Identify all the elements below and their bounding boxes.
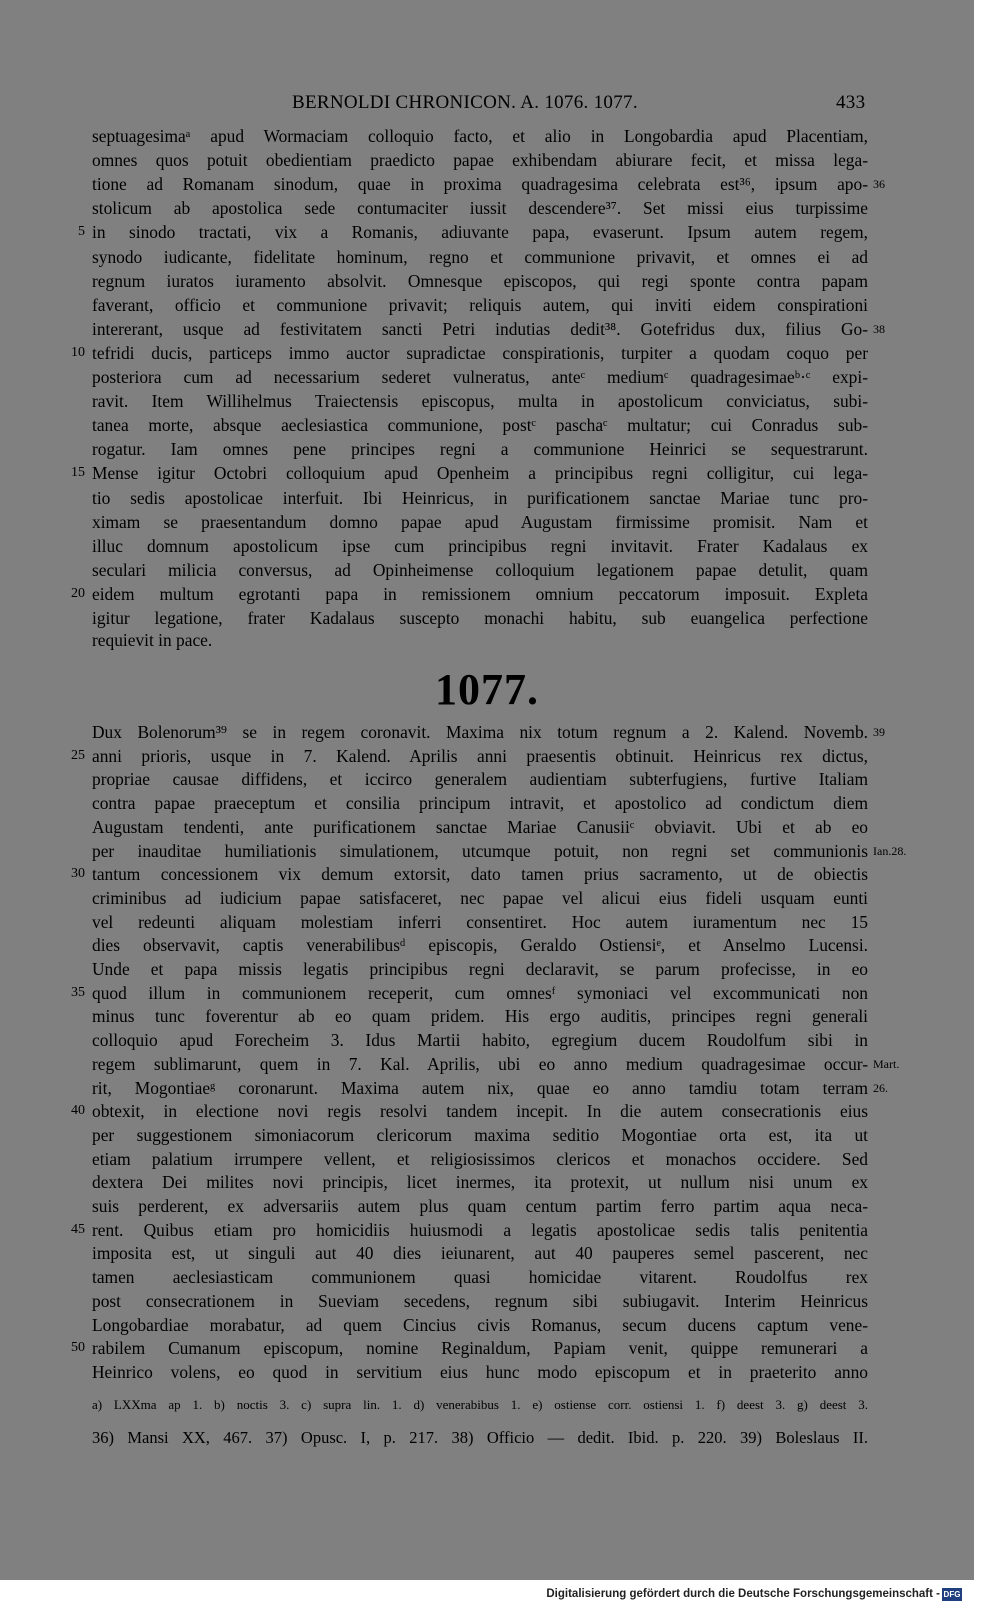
text-line: dies observavit, captis venerabilibusᵈ episcopis, Geraldo Ostiensiᵉ, et Anselmo Lucensi. [92,935,868,956]
text-line: septuagesimaᵃ apud Wormaciam colloquio facto, et alio in Longobardia apud Placentiam, [92,126,868,146]
text-line: regem sublimarunt, quem in 7. Kal. Aprilis, ubi eo anno medium quadragesimae occur- [92,1053,868,1074]
text-line: obtexit, in electione novi regis resolvi tandem incepit. In die autem consecrationis eius [92,1101,868,1122]
text-line: tantum concessionem vix demum extorsit, dato tamen prius sacramento, ut de obiectis [92,864,868,885]
line-number: 30 [71,866,85,882]
text-line: quod illum in communionem receperit, cum omnesᶠ symoniaci vel excommunicati non [92,982,868,1003]
text-line: Unde et papa missis legatis principibus regni declaravit, se parum profecisse, in eo [92,959,868,979]
footer-bar [0,1580,1000,1610]
critical-apparatus: a) LXXma ap 1. b) noctis 3. c) supra lin. 1. d) venerabibus 1. e) ostiense corr. ostiensi 1. f) deest 3. g) deest 3. [92,1397,868,1412]
text-line: tamen aeclesiasticam communionem quasi homicidae vitarent. Roudolfus rex [92,1267,868,1288]
text-line: etiam palatium irrumpere vellent, et religiosissimos clericos et monachos occidere. Sed [92,1148,868,1169]
text-line: intererant, usque ad festivitatem sancti Petri indutias dedit³⁸. Gotefridus dux, filius Go- [92,318,868,339]
text-line: post consecrationem in Sueviam secedens, regnum sibi subiugavit. Interim Heinricus [92,1290,868,1311]
line-number: 40 [71,1103,85,1119]
line-number: 10 [71,344,85,360]
text-line: eidem multum egrotanti papa in remissionem omnium peccatorum imposuit. Expleta [92,583,868,604]
text-line: rogatur. Iam omnes pene principes regni a communione Heinrici se sequestrarunt. [92,439,868,460]
text-line: ravit. Item Willihelmus Traiectensis episcopus, multa in apostolicum conviciatus, subi- [92,391,868,412]
margin-note: 36 [873,177,885,192]
margin-note: 39 [873,725,885,739]
running-title: BERNOLDI CHRONICON. A. 1076. 1077. [292,92,638,113]
text-line: per inauditae humiliationis simulationem, utcumque potuit, non regni set communionis [92,840,868,861]
text-line: seculari milicia conversus, ad Opinheimense colloquium legationem papae detulit, quam [92,559,868,580]
dfg-logo-icon: DFG [943,1590,961,1599]
text-line: propriae causae diffidens, et iccirco generalem audientiam subterfugiens, furtive Italiam [92,769,868,790]
line-number: 45 [71,1221,85,1237]
text-line: criminibus ad iudicium papae satisfaceret, nec papae vel alicui eius fideli usquam eunti [92,887,868,908]
year-heading: 1077. [435,665,539,714]
text-line: illuc domnum apostolicum ipse cum principibus regni invitavit. Frater Kadalaus ex [92,535,868,556]
line-number: 15 [71,465,85,481]
text-line: stolicum ab apostolica sede contumaciter iussit descendere³⁷. Set missi eius turpissime [92,198,868,219]
text-line: tio sedis apostolicae interfuit. Ibi Heinricus, in purificationem sanctae Mariae tunc pro- [92,487,868,508]
line-number: 50 [71,1340,85,1356]
text-line: Dux Bolenorum³⁹ se in regem coronavit. Maxima nix totum regnum a 2. Kalend. Novemb. [92,722,868,742]
text-line: synodo iudicante, fidelitate hominum, regno et communione privavit, et omnes ei ad [92,246,868,267]
text-line: tione ad Romanam sinodum, quae in proxima quadragesima celebrata est³⁶, ipsum apo- [92,174,868,195]
text-line: regnum iuratos iuramento absolvit. Omnesque episcopos, qui regi sponte contra papam [92,270,868,291]
line-number: 25 [71,747,85,763]
text-line: in sinodo tractati, vix a Romanis, adiuvante papa, evaserunt. Ipsum autem regem, [92,222,868,243]
text-line: omnes quos potuit obedientiam praedicto papae exhibendam abiurare fecit, et missa lega- [92,150,868,171]
text-line: tefridi ducis, particeps immo auctor supradictae conspirationis, turpiter a quodam coquo per [92,342,868,363]
text-line: ximam se praesentandum domno papae apud Augustam firmissime promisit. Nam et [92,511,868,532]
text-line: Longobardiae morabatur, ad quem Cincius civis Romanus, secum ducens captum vene- [92,1314,868,1335]
text-line: faverant, officio et communione privavit; reliquis autem, qui inviti eidem conspirationi [92,294,868,315]
text-line: tanea morte, absque aeclesiastica communione, postᶜ paschaᶜ multatur; cui Conradus sub- [92,415,868,436]
text-line: contra papae praeceptum et consilia principum intravit, et apostolico ad condictum diem [92,793,868,814]
text-line: rent. Quibus etiam pro homicidiis huiusmodi a legatis apostolicae sedis talis penitentia [92,1219,868,1240]
text-line: rabilem Cumanum episcopum, nomine Reginaldum, Papiam venit, quippe remunerari a [92,1338,868,1359]
text-line: vel redeunti aliquam molestiam inferri consentiret. Hoc autem iuramentum nec 15 [92,911,868,932]
text-line: minus tunc foverentur ab eo quam pridem. His ergo auditis, principes regni generali [92,1006,868,1027]
page-number: 433 [836,92,866,113]
text-line: imposita est, ut singuli aut 40 dies ieiunarent, aut 40 pauperes semel pascerent, nec [92,1243,868,1264]
margin-note: Ian.28. [873,843,907,858]
margin-note: 38 [873,321,885,336]
text-line: suis perderent, ex adversariis autem plus quam centum partim ferro partim aqua neca- [92,1196,868,1216]
text-line: anni prioris, usque in 7. Kalend. Aprilis anni praesentis obtinuit. Heinricus rex dictus, [92,745,868,766]
text-line: Augustam tendenti, ante purificationem sanctae Mariae Canusiiᶜ obviavit. Ubi et ab eo [92,816,868,837]
text-line: dextera Dei milites novi principis, licet inermes, ita protexit, ut nullum nisi unum ex [92,1172,868,1193]
line-number: 20 [71,585,85,601]
text-line: posteriora cum ad necessarium sederet vulneratus, anteᶜ mediumᶜ quadragesimaeᵇ·ᶜ expi- [92,367,868,387]
text-line: per suggestionem simoniacorum clericorum maxima seditio Mogontiae orta est, ita ut [92,1124,868,1145]
source-footnotes: 36) Mansi XX, 467. 37) Opusc. I, p. 217. 38) Officio — dedit. Ibid. p. 220. 39) Boleslaus II. [92,1428,868,1447]
text-line: Mense igitur Octobri colloquium apud Openheim a principibus regni colligitur, cui lega- [92,463,868,484]
margin-note: Mart. [873,1056,900,1071]
line-number: 5 [78,224,85,240]
text-line: colloquio apud Forecheim 3. Idus Martii habito, egregium ducem Roudolfum sibi in [92,1030,868,1051]
text-line: igitur legatione, frater Kadalaus suscepto monachi habitu, sub euangelica perfectione [92,608,868,628]
text-line: rit, Mogontiaeᵍ coronarunt. Maxima autem nix, quae eo anno tamdiu totam terram [92,1077,868,1098]
line-number: 35 [71,984,85,1000]
footer-credit: Digitalisierung gefördert durch die Deutsche Forschungsgemeinschaft - [546,1588,940,1600]
margin-note: 26. [873,1080,888,1095]
last-line-1076: requievit in pace. [92,630,213,650]
text-line: Heinrico volens, eo quod in servitium eius hunc modo episcopum et in praeterito anno [92,1361,868,1382]
